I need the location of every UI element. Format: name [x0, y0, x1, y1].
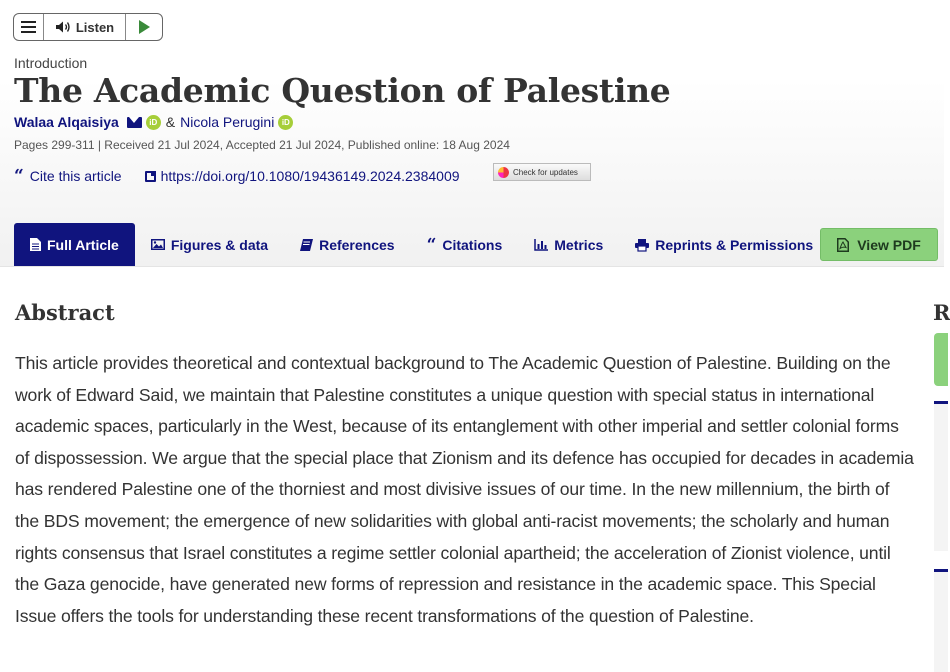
email-icon[interactable] [127, 117, 142, 128]
book-icon [300, 239, 313, 251]
author-separator: & [165, 114, 176, 130]
author-list [14, 114, 293, 130]
tab-references[interactable] [284, 223, 411, 266]
author-link-2[interactable]: Nicola Perugini [180, 114, 275, 130]
tab-label: Full Article [47, 236, 119, 253]
tab-metrics[interactable] [518, 223, 619, 266]
check-updates-label: Check for updates [513, 167, 578, 177]
listen-widget[interactable] [13, 13, 163, 41]
publication-dates: Pages 299-311 | Received 21 Jul 2024, Accepted 21 Jul 2024, Published online: 18 Aug 2024 [14, 138, 510, 152]
print-icon [635, 239, 649, 251]
play-button[interactable] [126, 14, 162, 40]
check-for-updates-button[interactable] [493, 163, 591, 181]
tab-figures[interactable] [135, 223, 284, 266]
speaker-icon [55, 20, 71, 34]
view-pdf-label: View PDF [857, 236, 921, 253]
tab-label: References [319, 236, 395, 253]
doi-text: https://doi.org/10.1080/19436149.2024.2384009 [160, 168, 460, 184]
article-title: The Academic Question of Palestine [14, 71, 671, 110]
external-link-icon [145, 171, 156, 182]
tab-divider [0, 266, 944, 267]
tab-label: Figures & data [170, 236, 269, 253]
author-link-1[interactable]: Walaa Alqaisiya [14, 114, 119, 130]
doi-link[interactable] [145, 168, 460, 184]
play-icon [139, 20, 150, 34]
tab-citations[interactable] [411, 223, 519, 266]
abstract-text: This article provides theoretical and contextual background to The Academic Question of Palestine. Building on the work of Edward Said, we maintain that Palestine constitutes a unique question with special status in international academic spaces, particularly in the West, because of its entanglement with other imperial and settler colonial forms of dispossession. We argue that the special place that Zionism and its defence has occupied for decades in academia has rendered Palestine one of the thorniest and most divisive issues of our time. In the new millennium, the birth of the BDS movement; the emergence of new solidarities with global anti-racist movements; the scholarly and human rights consensus that Israel constitutes a regime settler colonial apartheid; the acceleration of Zionist violence, until the Gaza genocide, have generated new forms of repression and resistance in the academic space. This Special Issue offers the tools for understanding these recent transformations of the question of Palestine. [15, 353, 914, 626]
tab-label: Metrics [554, 236, 604, 253]
orcid-icon[interactable]: iD [146, 115, 161, 130]
sidebar-card[interactable] [934, 401, 948, 551]
tab-reprints[interactable] [619, 223, 829, 266]
pdf-file-icon [837, 238, 849, 252]
article-type: Introduction [14, 55, 88, 71]
listen-menu-button[interactable] [14, 14, 44, 40]
quote-icon: “ [14, 166, 24, 186]
listen-label: Listen [75, 19, 115, 35]
tab-label: Citations [442, 236, 503, 253]
article-tabs [14, 223, 829, 266]
sidebar-card[interactable] [934, 569, 948, 672]
image-icon [151, 239, 165, 250]
cite-article-link[interactable] [14, 168, 122, 184]
quote-icon: “ [426, 234, 437, 255]
hamburger-icon [21, 21, 36, 33]
orcid-icon[interactable]: iD [278, 115, 293, 130]
cite-label: Cite this article [29, 168, 122, 184]
listen-button[interactable] [44, 14, 126, 40]
bar-chart-icon [534, 239, 548, 251]
tab-label: Reprints & Permissions [655, 236, 814, 253]
view-pdf-button[interactable] [820, 228, 938, 261]
sidebar-action-button[interactable] [934, 333, 948, 386]
cite-row [14, 168, 460, 184]
tab-full-article[interactable] [14, 223, 135, 266]
sidebar-heading-fragment: R [933, 300, 950, 325]
crossmark-icon [498, 167, 509, 178]
abstract-heading: Abstract [15, 300, 115, 325]
file-icon [30, 238, 41, 251]
